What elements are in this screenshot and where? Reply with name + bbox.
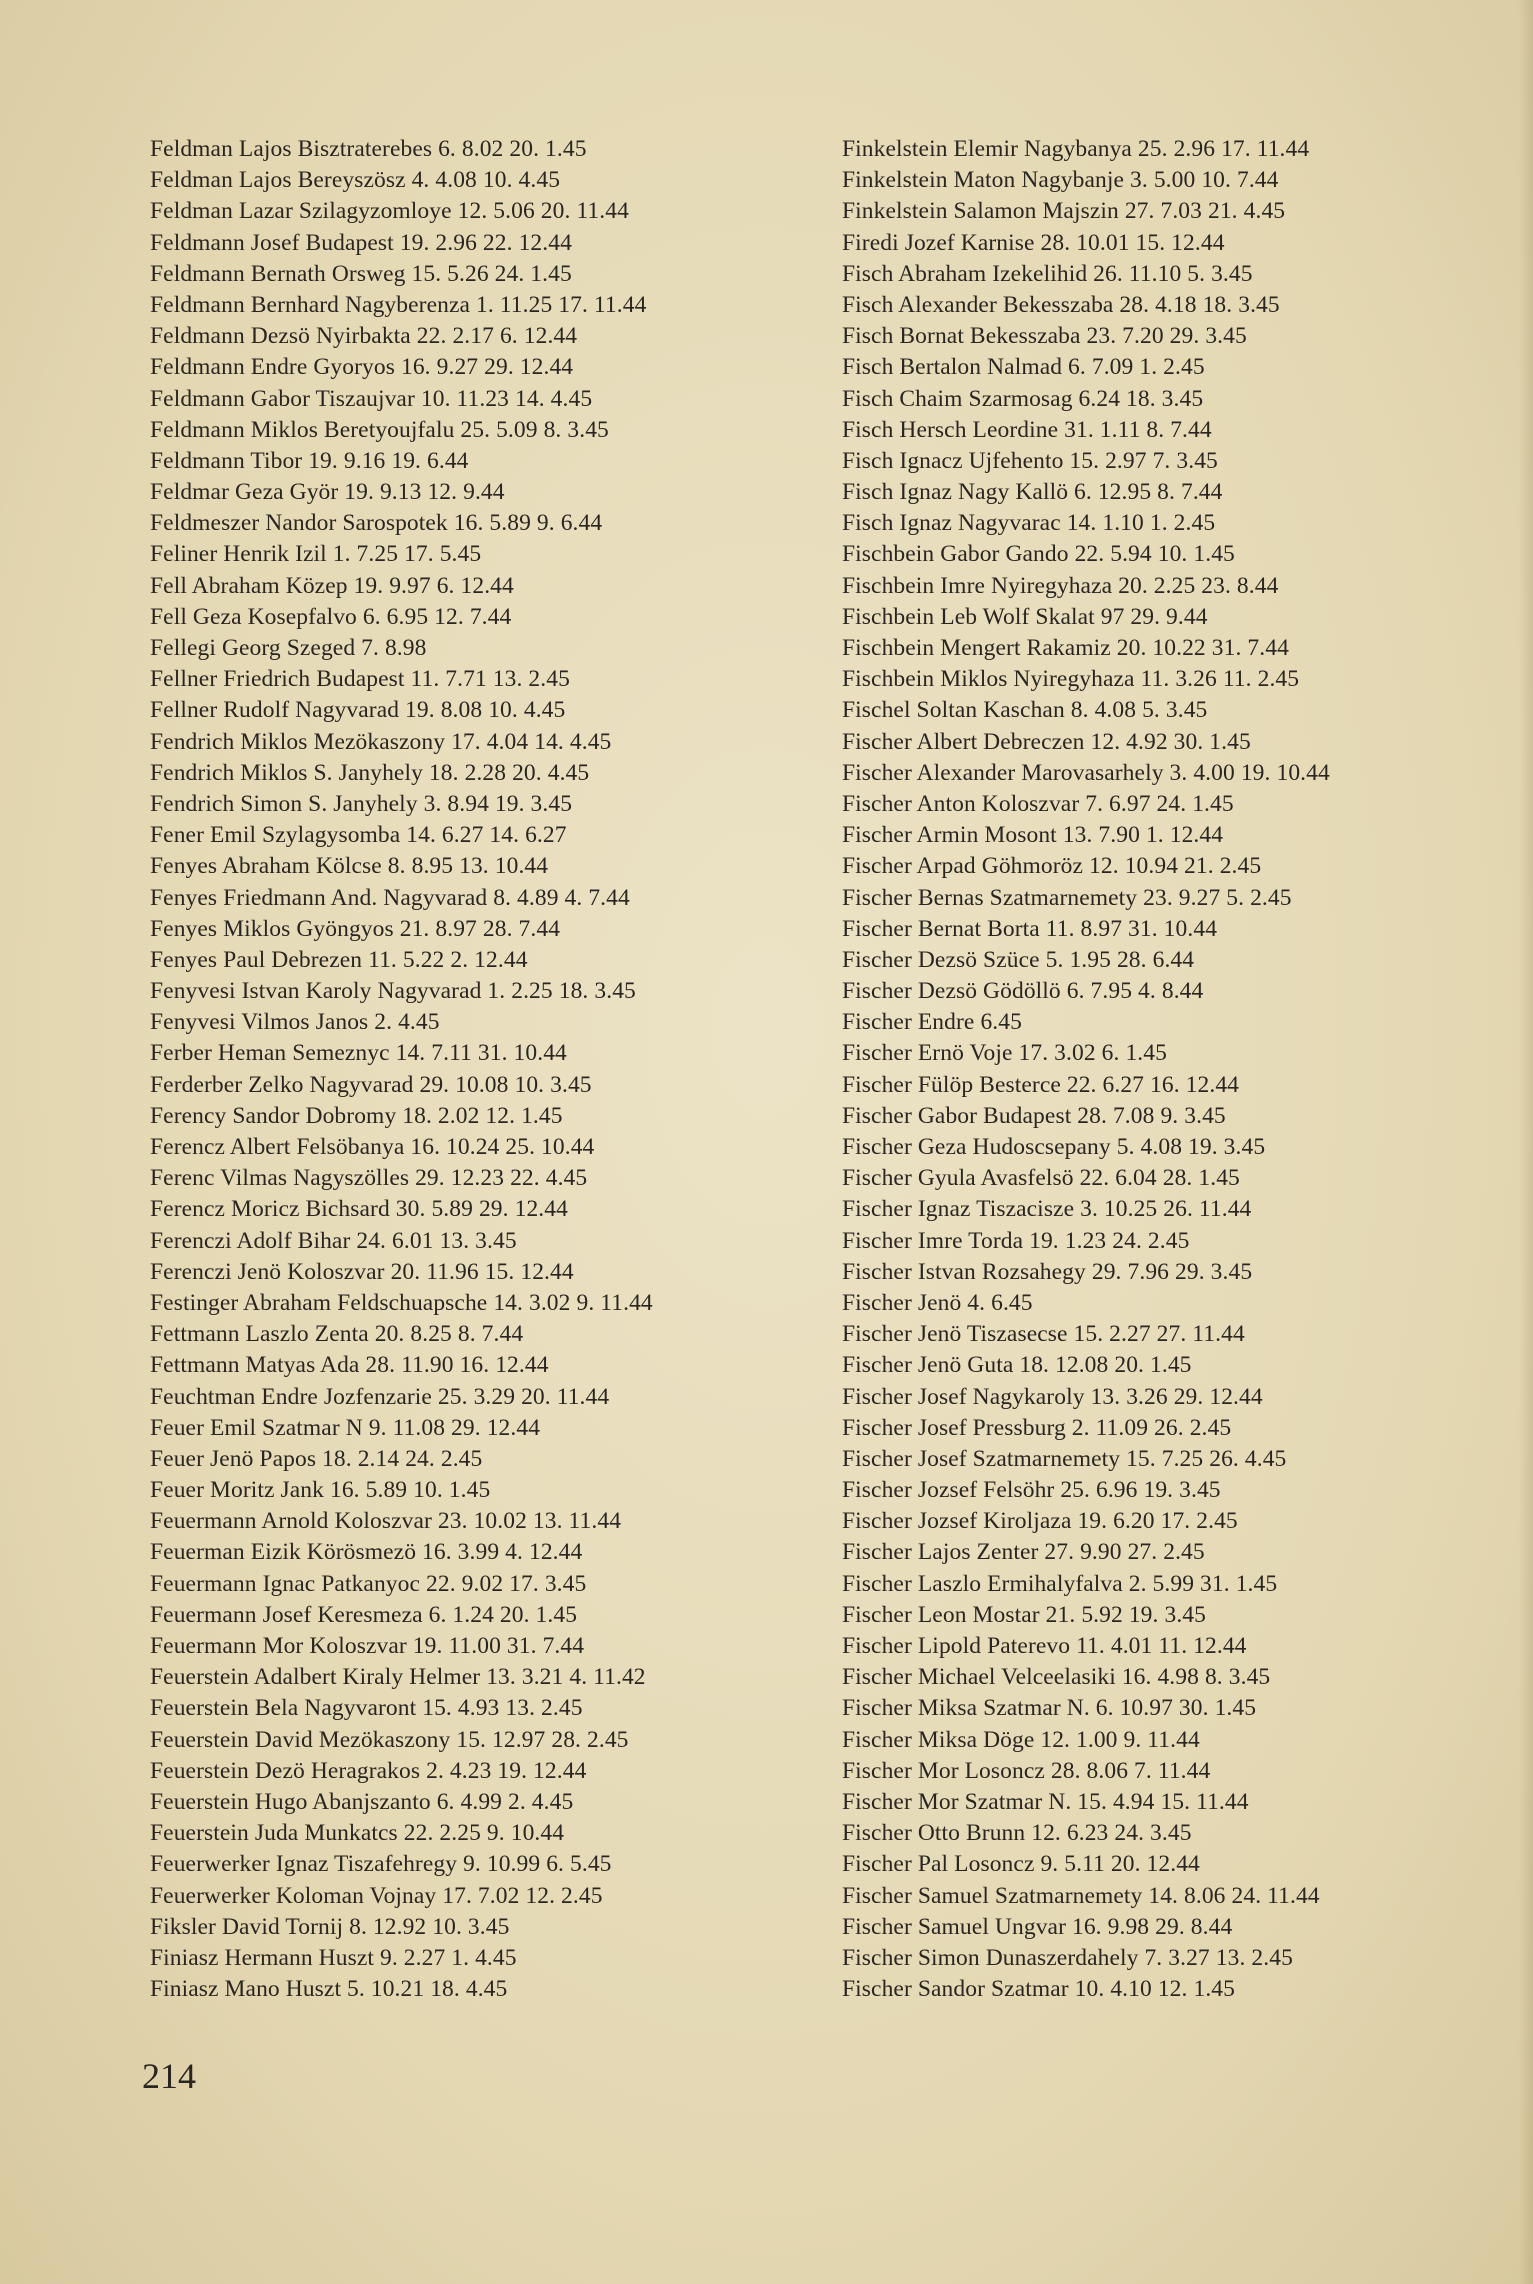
list-item: Fettmann Laszlo Zenta 20. 8.25 8. 7.44 bbox=[150, 1321, 524, 1348]
list-item: Fischer Anton Koloszvar 7. 6.97 24. 1.45 bbox=[842, 790, 1234, 817]
list-item: Fischer Lipold Paterevo 11. 4.01 11. 12.44 bbox=[842, 1633, 1247, 1659]
list-item: Feuermann Ignac Patkanyoc 22. 9.02 17. 3.45 bbox=[150, 1570, 587, 1597]
list-item: Fischer Armin Mosont 13. 7.90 1. 12.44 bbox=[842, 822, 1224, 849]
list-item: Feuermann Josef Keresmeza 6. 1.24 20. 1.45 bbox=[150, 1601, 578, 1628]
list-item: Fischer Mor Losoncz 28. 8.06 7. 11.44 bbox=[842, 1757, 1211, 1784]
list-item: Fendrich Simon S. Janyhely 3. 8.94 19. 3.45 bbox=[150, 790, 573, 817]
list-item: Fenyvesi Istvan Karoly Nagyvarad 1. 2.25 18. 3.45 bbox=[150, 978, 636, 1005]
list-item: Fischer Josef Pressburg 2. 11.09 26. 2.45 bbox=[842, 1414, 1232, 1441]
list-item: Fisch Bornat Bekesszaba 23. 7.20 29. 3.45 bbox=[842, 323, 1247, 350]
list-item: Fischbein Mengert Rakamiz 20. 10.22 31. 7.44 bbox=[842, 635, 1289, 661]
list-item: Feuer Moritz Jank 16. 5.89 10. 1.45 bbox=[150, 1477, 491, 1504]
list-item: Fischer Dezsö Gödöllö 6. 7.95 4. 8.44 bbox=[842, 978, 1204, 1005]
list-item: Fischbein Miklos Nyiregyhaza 11. 3.26 11. 2.45 bbox=[842, 666, 1300, 693]
list-item: Finkelstein Maton Nagybanje 3. 5.00 10. 7.44 bbox=[842, 167, 1279, 194]
list-item: Fischer Miksa Szatmar N. 6. 10.97 30. 1.45 bbox=[842, 1695, 1257, 1722]
list-item: Fischer Jenö Guta 18. 12.08 20. 1.45 bbox=[842, 1352, 1192, 1379]
list-item: Fisch Ignaz Nagyvarac 14. 1.10 1. 2.45 bbox=[842, 510, 1216, 537]
list-item: Fisch Ignaz Nagy Kallö 6. 12.95 8. 7.44 bbox=[842, 479, 1223, 506]
list-item: Ferencz Albert Felsöbanya 16. 10.24 25. 10.44 bbox=[150, 1134, 595, 1160]
list-item: Feldmann Dezsö Nyirbakta 22. 2.17 6. 12.44 bbox=[150, 323, 578, 350]
list-item: Fischer Laszlo Ermihalyfalva 2. 5.99 31. 1.45 bbox=[842, 1570, 1278, 1597]
list-item: Fischer Lajos Zenter 27. 9.90 27. 2.45 bbox=[842, 1539, 1205, 1566]
list-item: Feuerman Eizik Körösmezö 16. 3.99 4. 12.44 bbox=[150, 1539, 583, 1566]
list-item: Festinger Abraham Feldschuapsche 14. 3.02 9. 11.44 bbox=[150, 1289, 653, 1316]
list-item: Ferderber Zelko Nagyvarad 29. 10.08 10. 3.45 bbox=[150, 1071, 592, 1098]
list-item: Feuer Jenö Papos 18. 2.14 24. 2.45 bbox=[150, 1445, 483, 1472]
list-item: Feuer Emil Szatmar N 9. 11.08 29. 12.44 bbox=[150, 1414, 541, 1441]
list-item: Fiksler David Tornij 8. 12.92 10. 3.45 bbox=[150, 1913, 510, 1940]
list-item: Fell Geza Kosepfalvo 6. 6.95 12. 7.44 bbox=[150, 603, 512, 630]
list-item: Fischer Imre Torda 19. 1.23 24. 2.45 bbox=[842, 1227, 1190, 1254]
list-item: Ferency Sandor Dobromy 18. 2.02 12. 1.45 bbox=[150, 1102, 563, 1129]
list-item: Fisch Hersch Leordine 31. 1.11 8. 7.44 bbox=[842, 416, 1212, 443]
list-item: Fischer Bernat Borta 11. 8.97 31. 10.44 bbox=[842, 915, 1218, 942]
list-item: Fisch Alexander Bekesszaba 28. 4.18 18. 3.45 bbox=[842, 291, 1280, 318]
list-item: Finiasz Mano Huszt 5. 10.21 18. 4.45 bbox=[150, 1976, 508, 2003]
list-item: Fischer Pal Losoncz 9. 5.11 20. 12.44 bbox=[842, 1851, 1200, 1878]
list-item: Fischer Alexander Marovasarhely 3. 4.00 19. 10.44 bbox=[842, 759, 1330, 786]
list-item: Fischbein Gabor Gando 22. 5.94 10. 1.45 bbox=[842, 541, 1235, 568]
list-item: Fischer Sandor Szatmar 10. 4.10 12. 1.45 bbox=[842, 1976, 1236, 2003]
list-item: Fischer Arpad Göhmoröz 12. 10.94 21. 2.45 bbox=[842, 853, 1262, 880]
list-item: Feuerstein Dezö Heragrakos 2. 4.23 19. 12.44 bbox=[150, 1757, 587, 1784]
list-item: Ferber Heman Semeznyc 14. 7.11 31. 10.44 bbox=[150, 1040, 567, 1067]
list-item: Feliner Henrik Izil 1. 7.25 17. 5.45 bbox=[150, 541, 482, 568]
list-item: Fenyes Paul Debrezen 11. 5.22 2. 12.44 bbox=[150, 946, 528, 973]
list-item: Fischer Samuel Ungvar 16. 9.98 29. 8.44 bbox=[842, 1913, 1233, 1940]
list-item: Feuerstein Juda Munkatcs 22. 2.25 9. 10.44 bbox=[150, 1820, 565, 1847]
list-item: Feuerwerker Koloman Vojnay 17. 7.02 12. 2.45 bbox=[150, 1882, 603, 1909]
list-item: Fendrich Miklos Mezökaszony 17. 4.04 14. 4.45 bbox=[150, 728, 612, 755]
list-item: Finkelstein Elemir Nagybanya 25. 2.96 17. 11.44 bbox=[842, 136, 1310, 162]
list-item: Fellner Friedrich Budapest 11. 7.71 13. 2.45 bbox=[150, 666, 570, 693]
list-item: Fischer Endre 6.45 bbox=[842, 1009, 1022, 1036]
list-item: Firedi Jozef Karnise 28. 10.01 15. 12.44 bbox=[842, 229, 1225, 256]
list-item: Finiasz Hermann Huszt 9. 2.27 1. 4.45 bbox=[150, 1944, 517, 1971]
list-item: Feuerwerker Ignaz Tiszafehregy 9. 10.99 6. 5.45 bbox=[150, 1851, 612, 1878]
list-item: Fener Emil Szylagysomba 14. 6.27 14. 6.27 bbox=[150, 822, 567, 849]
list-item: Feldmann Endre Gyoryos 16. 9.27 29. 12.44 bbox=[150, 354, 574, 381]
list-item: Feuermann Mor Koloszvar 19. 11.00 31. 7.44 bbox=[150, 1633, 585, 1659]
page-edge bbox=[1519, 0, 1533, 2284]
list-item: Ferencz Moricz Bichsard 30. 5.89 29. 12.44 bbox=[150, 1196, 568, 1223]
list-item: Fenyvesi Vilmos Janos 2. 4.45 bbox=[150, 1009, 440, 1036]
list-item: Fischer Simon Dunaszerdahely 7. 3.27 13. 2.45 bbox=[842, 1944, 1293, 1971]
list-item: Fischer Ernö Voje 17. 3.02 6. 1.45 bbox=[842, 1040, 1167, 1067]
list-item: Feldmann Miklos Beretyoujfalu 25. 5.09 8. 3.45 bbox=[150, 416, 609, 443]
list-item: Fisch Abraham Izekelihid 26. 11.10 5. 3.45 bbox=[842, 260, 1253, 287]
list-item: Fischer Gyula Avasfelsö 22. 6.04 28. 1.45 bbox=[842, 1165, 1240, 1192]
list-item: Fischer Fülöp Besterce 22. 6.27 16. 12.44 bbox=[842, 1071, 1240, 1098]
list-item: Feuerstein Hugo Abanjszanto 6. 4.99 2. 4.45 bbox=[150, 1788, 574, 1815]
list-item: Fellegi Georg Szeged 7. 8.98 bbox=[150, 635, 427, 661]
list-item: Fischer Jenö 4. 6.45 bbox=[842, 1289, 1033, 1316]
list-item: Fenyes Miklos Gyöngyos 21. 8.97 28. 7.44 bbox=[150, 915, 561, 942]
list-item: Fisch Chaim Szarmosag 6.24 18. 3.45 bbox=[842, 385, 1204, 412]
right-column bbox=[842, 134, 1502, 2005]
list-item: Fischer Michael Velceelasiki 16. 4.98 8. 3.45 bbox=[842, 1664, 1271, 1691]
page-number: 214 bbox=[142, 2056, 196, 2096]
list-item: Fischer Geza Hudoscsepany 5. 4.08 19. 3.45 bbox=[842, 1134, 1266, 1160]
list-item: Fischer Josef Nagykaroly 13. 3.26 29. 12.44 bbox=[842, 1383, 1263, 1410]
list-item: Fischer Jozsef Kiroljaza 19. 6.20 17. 2.45 bbox=[842, 1508, 1238, 1535]
list-item: Fischer Albert Debreczen 12. 4.92 30. 1.45 bbox=[842, 728, 1251, 755]
list-item: Fischer Istvan Rozsahegy 29. 7.96 29. 3.45 bbox=[842, 1258, 1253, 1285]
list-item: Fisch Bertalon Nalmad 6. 7.09 1. 2.45 bbox=[842, 354, 1205, 381]
list-item: Feuermann Arnold Koloszvar 23. 10.02 13. 11.44 bbox=[150, 1508, 622, 1535]
list-item: Fischer Samuel Szatmarnemety 14. 8.06 24. 11.44 bbox=[842, 1882, 1320, 1909]
list-item: Feldman Lajos Bisztraterebes 6. 8.02 20. 1.45 bbox=[150, 136, 587, 162]
list-item: Fischer Jozsef Felsöhr 25. 6.96 19. 3.45 bbox=[842, 1477, 1221, 1504]
list-item: Fischel Soltan Kaschan 8. 4.08 5. 3.45 bbox=[842, 697, 1208, 724]
list-item: Fell Abraham Közep 19. 9.97 6. 12.44 bbox=[150, 572, 514, 599]
list-item: Feldman Lazar Szilagyzomloye 12. 5.06 20. 11.44 bbox=[150, 198, 629, 225]
list-item: Feldmeszer Nandor Sarospotek 16. 5.89 9. 6.44 bbox=[150, 510, 603, 537]
list-item: Fischer Dezsö Szüce 5. 1.95 28. 6.44 bbox=[842, 946, 1195, 973]
list-item: Fellner Rudolf Nagyvarad 19. 8.08 10. 4.45 bbox=[150, 697, 566, 724]
list-item: Ferenc Vilmas Nagyszölles 29. 12.23 22. 4.45 bbox=[150, 1165, 588, 1192]
list-item: Feuchtman Endre Jozfenzarie 25. 3.29 20. 11.44 bbox=[150, 1383, 610, 1410]
list-item: Feldmann Bernath Orsweg 15. 5.26 24. 1.45 bbox=[150, 260, 572, 287]
list-item: Ferenczi Adolf Bihar 24. 6.01 13. 3.45 bbox=[150, 1227, 517, 1254]
list-item: Fischer Ignaz Tiszacisze 3. 10.25 26. 11.44 bbox=[842, 1196, 1252, 1223]
list-item: Feldman Lajos Bereyszösz 4. 4.08 10. 4.45 bbox=[150, 167, 561, 194]
list-item: Ferenczi Jenö Koloszvar 20. 11.96 15. 12.44 bbox=[150, 1258, 574, 1285]
list-item: Fischer Leon Mostar 21. 5.92 19. 3.45 bbox=[842, 1601, 1206, 1628]
list-item: Feldmann Bernhard Nagyberenza 1. 11.25 17. 11.44 bbox=[150, 291, 647, 318]
list-item: Feldmann Tibor 19. 9.16 19. 6.44 bbox=[150, 447, 469, 474]
list-item: Fischer Bernas Szatmarnemety 23. 9.27 5. 2.45 bbox=[842, 884, 1292, 911]
list-item: Fischer Otto Brunn 12. 6.23 24. 3.45 bbox=[842, 1820, 1192, 1847]
list-item: Feuerstein Adalbert Kiraly Helmer 13. 3.21 4. 11.42 bbox=[150, 1664, 646, 1691]
list-item: Feuerstein Bela Nagyvaront 15. 4.93 13. 2.45 bbox=[150, 1695, 583, 1722]
list-item: Feldmar Geza Györ 19. 9.13 12. 9.44 bbox=[150, 479, 505, 506]
list-item: Fischer Jenö Tiszasecse 15. 2.27 27. 11.44 bbox=[842, 1321, 1245, 1348]
list-item: Fettmann Matyas Ada 28. 11.90 16. 12.44 bbox=[150, 1352, 549, 1379]
left-column bbox=[150, 134, 810, 2005]
list-item: Fischer Gabor Budapest 28. 7.08 9. 3.45 bbox=[842, 1102, 1226, 1129]
list-item: Finkelstein Salamon Majszin 27. 7.03 21. 4.45 bbox=[842, 198, 1286, 225]
list-item: Fenyes Friedmann And. Nagyvarad 8. 4.89 4. 7.44 bbox=[150, 884, 630, 911]
list-item: Fenyes Abraham Kölcse 8. 8.95 13. 10.44 bbox=[150, 853, 549, 880]
list-item: Feuerstein David Mezökaszony 15. 12.97 28. 2.45 bbox=[150, 1726, 629, 1753]
list-item: Fendrich Miklos S. Janyhely 18. 2.28 20. 4.45 bbox=[150, 759, 590, 786]
list-item: Fischbein Leb Wolf Skalat 97 29. 9.44 bbox=[842, 603, 1208, 630]
list-item: Feldmann Josef Budapest 19. 2.96 22. 12.44 bbox=[150, 229, 572, 256]
list-item: Fisch Ignacz Ujfehento 15. 2.97 7. 3.45 bbox=[842, 447, 1218, 474]
list-item: Fischer Josef Szatmarnemety 15. 7.25 26. 4.45 bbox=[842, 1445, 1287, 1472]
list-item: Fischbein Imre Nyiregyhaza 20. 2.25 23. 8.44 bbox=[842, 572, 1279, 599]
list-item: Fischer Miksa Döge 12. 1.00 9. 11.44 bbox=[842, 1726, 1200, 1753]
list-item: Feldmann Gabor Tiszaujvar 10. 11.23 14. 4.45 bbox=[150, 385, 593, 412]
list-item: Fischer Mor Szatmar N. 15. 4.94 15. 11.44 bbox=[842, 1788, 1249, 1815]
